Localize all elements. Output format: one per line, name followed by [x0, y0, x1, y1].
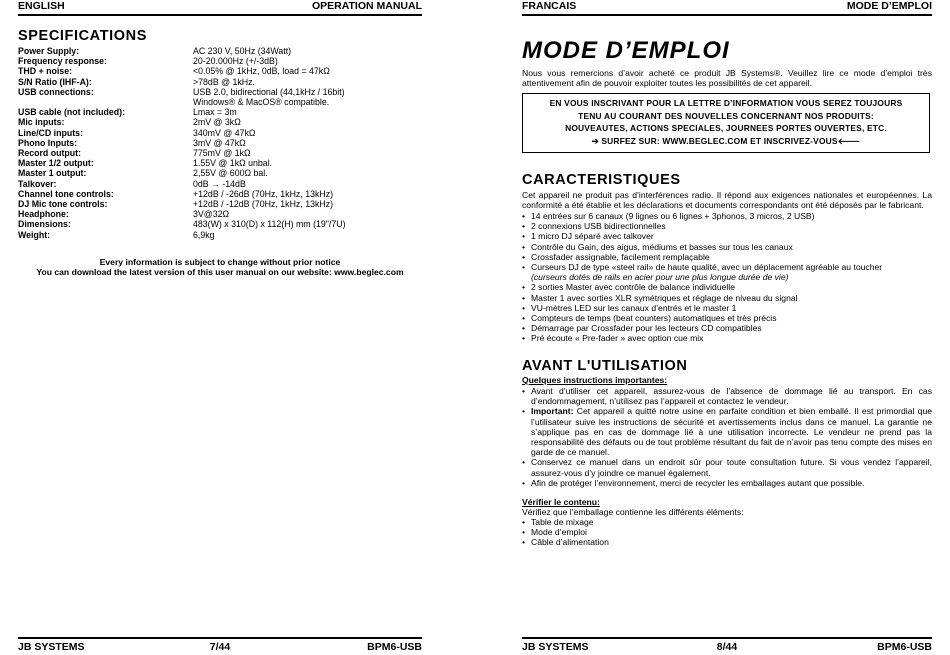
header-language: ENGLISH: [18, 0, 65, 12]
verifier-subheading: Vérifier le contenu:: [522, 497, 600, 507]
spec-row: [18, 87, 422, 97]
spec-row: [18, 56, 422, 66]
list-item: • Table de mixage: [522, 517, 932, 527]
spec-label: Phono Inputs:: [18, 137, 78, 148]
spec-row: [18, 158, 422, 168]
instructions-subheading: Quelques instructions importantes:: [522, 375, 668, 385]
spec-value: Lmax = 3m: [193, 107, 237, 118]
spec-label: Master 1/2 output:: [18, 158, 94, 169]
spec-value: +12dB / -26dB (70Hz, 1kHz, 13kHz): [193, 188, 334, 199]
instructions-list: [522, 386, 932, 488]
newsletter-link-line: ➔ SURFEZ SUR: WWW.BEGLEC.COM ET INSCRIVEZ-VOUS🡐: [591, 135, 861, 146]
spec-value: 1.55V @ 1kΩ unbal.: [193, 158, 273, 169]
avant-utilisation-title: AVANT L'UTILISATION: [522, 358, 688, 374]
spec-row: [18, 97, 422, 107]
page-header-right: [522, 0, 932, 16]
spec-row: [18, 138, 422, 148]
spec-row: [18, 179, 422, 189]
notice-line: Every information is subject to change without prior notice: [99, 257, 341, 267]
spec-value: 20-20.000Hz (+/-3dB): [193, 56, 278, 67]
spec-value: 6,9kg: [193, 229, 215, 240]
page-footer-right: [522, 637, 932, 655]
footer-model: BPM6-USB: [367, 641, 422, 653]
contents-list: [522, 517, 932, 548]
spec-label: DJ Mic tone controls:: [18, 199, 108, 210]
spec-row: [18, 66, 422, 76]
spec-value: 3mV @ 47kΩ: [193, 137, 246, 148]
spec-value: 0dB → -14dB: [193, 178, 246, 189]
newsletter-line: TENU AU COURANT DES NOUVELLES CONCERNANT NOS PRODUITS:: [578, 110, 874, 121]
list-item: • Pré écoute « Pre-fader » avec option cue mix: [522, 333, 932, 343]
spec-label: Dimensions:: [18, 219, 71, 230]
list-item: • 2 sorties Master avec contrôle de balance individuelle: [522, 282, 932, 292]
spec-value: 2mV @ 3kΩ: [193, 117, 241, 128]
spec-row: [18, 230, 422, 240]
header-language: FRANCAIS: [522, 0, 577, 12]
feature-list: [522, 211, 932, 344]
spec-row: [18, 209, 422, 219]
spec-label: Weight:: [18, 229, 51, 240]
instruction-text: Afin de protéger l’environnement, merci de recycler les emballages autant que possible.: [531, 477, 865, 488]
list-item: • Mode d’emploi: [522, 527, 932, 537]
caracteristiques-title: CARACTERISTIQUES: [522, 172, 681, 188]
spec-value: AC 230 V, 50Hz (34Watt): [193, 46, 292, 56]
specifications-title: SPECIFICATIONS: [18, 28, 147, 44]
spec-row: [18, 219, 422, 229]
instruction-bold-label: Important:: [531, 406, 574, 417]
instruction-text: Conservez ce manuel dans un endroit sûr pour toute consultation future. Si vous vendez l’appareil, assurez-vous d’y joindre ce manuel également.: [531, 457, 932, 478]
footer-page-number: 8/44: [716, 641, 738, 653]
spec-value: 3V@32Ω: [193, 209, 230, 220]
list-item: • VU-mètres LED sur les canaux d’entrés et le master 1: [522, 303, 932, 313]
newsletter-line: NOUVEAUTES, ACTIONS SPECIALES, JOURNEES PORTES OUVERTES, ETC.: [565, 123, 887, 134]
spec-row: [18, 189, 422, 199]
spec-value: 340mV @ 47kΩ: [193, 127, 256, 138]
list-item: • 1 micro DJ séparé avec talkover: [522, 231, 932, 241]
footer-brand: JB SYSTEMS: [522, 641, 589, 653]
list-item: [522, 386, 932, 406]
spec-label: Master 1 output:: [18, 168, 87, 179]
spec-value: <0.05% @ 1kHz, 0dB, load = 47kΩ: [193, 66, 330, 77]
list-item: • Contrôle du Gain, des aigus, médiums et basses sur tous les canaux: [522, 242, 932, 252]
page-footer-left: [18, 637, 422, 655]
spec-row: [18, 128, 422, 138]
feature-subnote: (curseurs dotés de rails en acier pour une plus longue durée de vie): [531, 272, 789, 283]
footer-model: BPM6-USB: [877, 641, 932, 653]
spec-value: +12dB / -12dB (70Hz, 1kHz, 13kHz): [193, 199, 334, 210]
page-title: MODE D’EMPLOI: [522, 37, 730, 64]
spec-label: Frequency response:: [18, 56, 107, 67]
spec-value: 775mV @ 1kΩ: [193, 148, 251, 159]
list-item: [522, 406, 932, 457]
footer-page-number: 7/44: [209, 641, 231, 653]
spec-label: USB connections:: [18, 86, 94, 97]
caracteristiques-intro: Cet appareil ne produit pas d’interférences radio. Il répond aux exigences nationales et européennes. La conformité a été établie et les déclarations et documents correspondants ont été déposés par le fabricant.: [522, 190, 932, 211]
list-item: [522, 478, 932, 488]
list-item: [522, 457, 932, 477]
spec-row: [18, 46, 422, 56]
newsletter-line: EN VOUS INSCRIVANT POUR LA LETTRE D’INFORMATION VOUS SEREZ TOUJOURS: [549, 98, 903, 108]
spec-label: [18, 97, 193, 107]
page-left: [18, 0, 422, 654]
header-manual-title: OPERATION MANUAL: [311, 0, 422, 12]
list-item: • Compteurs de temps (beat counters) automatiques et très précis: [522, 313, 932, 323]
list-item: • Curseurs DJ de type «steel rail» de haute qualité, avec un déplacement agréable au toucher: [522, 262, 932, 272]
spec-label: USB cable (not included):: [18, 107, 126, 118]
spec-label: Channel tone controls:: [18, 188, 114, 199]
list-item: • Démarrage par Crossfader pour les lecteurs CD compatibles: [522, 323, 932, 333]
spec-row: [18, 117, 422, 127]
list-item: • 2 connexions USB bidirectionnelles: [522, 221, 932, 231]
newsletter-box: [522, 93, 930, 153]
spec-row: [18, 107, 422, 117]
page-header-left: [18, 0, 422, 16]
intro-text: Nous vous remercions d’avoir acheté ce produit JB Systems®. Veuillez lire ce mode d’emploi très attentivement afin de pouvoir exploiter toutes les possibilités de cet appareil.: [522, 68, 932, 89]
spec-row: [18, 148, 422, 158]
spec-label: Line/CD inputs:: [18, 127, 83, 138]
spec-value: USB 2.0, bidirectional (44,1kHz / 16bit): [193, 86, 345, 97]
spec-row: [18, 199, 422, 209]
spec-value: >78dB @ 1kHz.: [193, 76, 255, 87]
spec-label: Power Supply:: [18, 46, 80, 56]
spec-row: [18, 77, 422, 87]
page-right: [522, 0, 932, 654]
spec-value: Windows® & MacOS® compatible.: [193, 97, 330, 108]
spec-label: Record output:: [18, 148, 82, 159]
spec-label: THD + noise:: [18, 66, 73, 77]
spec-table: [18, 46, 422, 240]
instruction-text: Cet appareil a quitté notre usine en parfaite condition et bien emballé. Il est primordial que l’utilisateur suive les instructions de sécurité et avertissements inclus dans ce manuel. La garantie ne s’applique pas en cas de dommage lié à une utilisation incorrecte. Le vendeur ne prend pas la responsabilité des défauts ou de tout problème résultant du fait de n’avoir pas tenu compte des mises en garde de ce manuel.: [531, 406, 932, 458]
list-item: • Master 1 avec sorties XLR symétriques et réglage de niveau du signal: [522, 293, 932, 303]
footer-brand: JB SYSTEMS: [18, 641, 85, 653]
spec-label: Talkover:: [18, 178, 57, 189]
spec-value: 483(W) x 310(D) x 112(H) mm (19"/7U): [193, 219, 346, 230]
list-item: • 14 entrées sur 6 canaux (9 lignes ou 6 lignes + 3phonos, 3 micros, 2 USB): [522, 211, 932, 221]
list-item: • Crossfader assignable, facilement remplaçable: [522, 252, 932, 262]
header-manual-title: MODE D’EMPLOI: [846, 0, 932, 12]
spec-label: Mic inputs:: [18, 117, 65, 128]
verifier-intro: Vérifiez que l’emballage contienne les différents éléments:: [522, 507, 744, 517]
spec-label: S/N Ratio (IHF-A):: [18, 76, 92, 87]
spec-row: [18, 168, 422, 178]
instruction-text: Avant d’utiliser cet appareil, assurez-vous de l’absence de dommage lié au transport. En cas d’endommagement, n’utilisez pas l’appareil et contactez le vendeur.: [531, 386, 932, 407]
spec-label: Headphone:: [18, 209, 69, 220]
spec-value: 2,55V @ 600Ω bal.: [193, 168, 268, 179]
list-item: • Câble d’alimentation: [522, 537, 932, 547]
download-line: You can download the latest version of this user manual on our website: www.beglec.com: [36, 267, 404, 277]
